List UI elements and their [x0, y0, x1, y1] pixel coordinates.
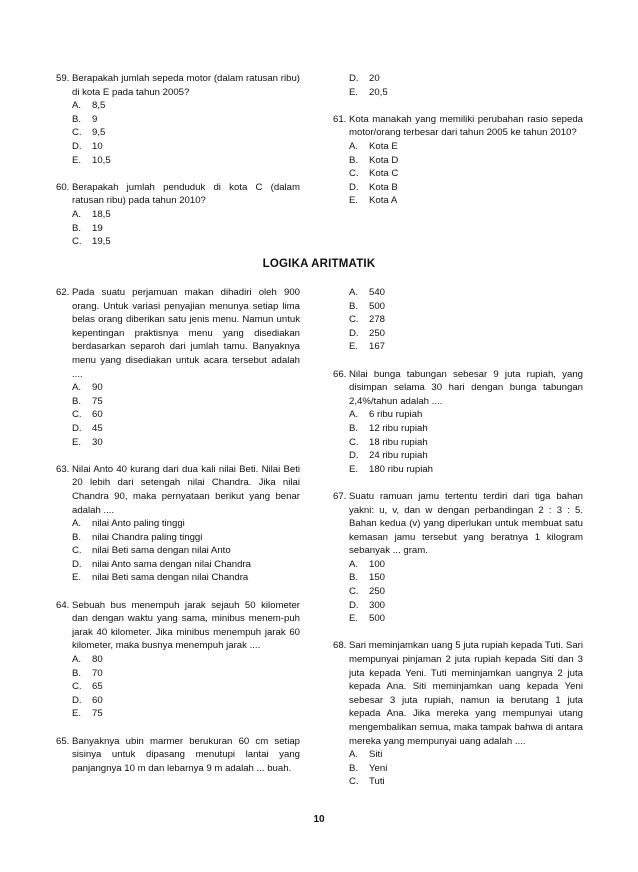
- option-text: nilai Beti sama dengan nilai Anto: [92, 545, 231, 557]
- option-letter: A.: [349, 287, 359, 298]
- option-letter: D.: [349, 599, 359, 611]
- spacer: [333, 476, 583, 490]
- option-text: Tuti: [369, 776, 385, 788]
- answer-option: [349, 313, 583, 327]
- option-letter: E.: [72, 572, 82, 584]
- option-letter: A.: [349, 409, 359, 421]
- option-text: 500: [369, 613, 386, 625]
- option-text: 100: [369, 558, 386, 570]
- answer-option: [72, 126, 300, 140]
- option-letter: E.: [349, 613, 359, 625]
- option-letter: E.: [72, 154, 82, 166]
- spacer: [333, 626, 583, 640]
- section-title: LOGIKA ARITMATIK: [262, 258, 376, 270]
- answer-options: [56, 653, 300, 721]
- option-letter: C.: [72, 545, 82, 557]
- option-text: 75: [92, 708, 103, 720]
- page-number: 10: [313, 814, 325, 825]
- option-letter: E.: [72, 708, 82, 720]
- option-text: 180 ribu rupiah: [369, 463, 434, 475]
- option-text: nilai Beti sama dengan nilai Chandra: [92, 572, 249, 584]
- top-left-column: [56, 72, 300, 249]
- option-text: 45: [92, 422, 103, 434]
- option-text: nilai Anto paling tinggi: [92, 518, 185, 530]
- option-letter: B.: [72, 222, 82, 234]
- answer-option: [72, 99, 300, 113]
- question-number: 60.: [56, 181, 70, 193]
- option-text: 18,5: [92, 208, 111, 220]
- answer-option: [72, 707, 300, 721]
- option-text: 9: [92, 113, 98, 125]
- option-letter: A.: [72, 382, 82, 394]
- option-letter: B.: [349, 762, 359, 774]
- answer-option: [72, 694, 300, 708]
- question-text: Nilai Anto 40 kurang dari dua kali nilai Beti. Nilai Beti 20 lebih dari setengah nilai Chandra. Jika nilai Chandra 90, maka pernyataan berikut yang benar adalah ....: [72, 463, 300, 516]
- option-text: 250: [369, 327, 386, 339]
- question-64: [56, 599, 300, 653]
- answer-option: [349, 558, 583, 572]
- option-letter: E.: [349, 86, 359, 98]
- spacer: [56, 167, 300, 181]
- option-text: 12 ribu rupiah: [369, 422, 428, 434]
- answer-option: [349, 300, 583, 314]
- option-text: Siti: [369, 749, 383, 761]
- option-text: Kota A: [369, 195, 398, 207]
- option-text: Kota E: [369, 140, 398, 152]
- option-letter: C.: [349, 586, 359, 598]
- option-text: 300: [369, 599, 386, 611]
- answer-option: [349, 194, 583, 208]
- option-letter: B.: [72, 667, 82, 679]
- option-letter: D.: [72, 140, 82, 152]
- option-text: 70: [92, 667, 103, 679]
- option-letter: E.: [349, 463, 359, 475]
- option-text: Kota C: [369, 168, 399, 180]
- question-66: [333, 368, 583, 409]
- option-text: 80: [92, 654, 103, 666]
- question-65: [56, 735, 300, 776]
- option-letter: C.: [349, 168, 359, 180]
- answer-option: [72, 558, 300, 572]
- option-text: 60: [92, 409, 103, 421]
- option-text: nilai Anto sama dengan nilai Chandra: [92, 558, 251, 570]
- answer-option: [349, 340, 583, 354]
- continued-options: [333, 286, 583, 354]
- answer-option: [72, 544, 300, 558]
- option-letter: A.: [72, 654, 82, 666]
- answer-options: [333, 408, 583, 476]
- answer-option: [72, 653, 300, 667]
- answer-options: [333, 140, 583, 208]
- question-text: Berapakah jumlah sepeda motor (dalam ratusan ribu) di kota E pada tahun 2005?: [72, 73, 300, 98]
- option-letter: A.: [349, 749, 359, 761]
- answer-option: [349, 449, 583, 463]
- option-letter: C.: [72, 681, 82, 693]
- bottom-right-column: [333, 286, 583, 789]
- answer-option: [72, 667, 300, 681]
- option-text: 8,5: [92, 100, 106, 112]
- answer-option: [349, 181, 583, 195]
- answer-option: [349, 612, 583, 626]
- option-letter: A.: [349, 558, 359, 570]
- continued-options: [333, 72, 583, 99]
- answer-option: [72, 408, 300, 422]
- answer-option: [72, 113, 300, 127]
- option-letter: D.: [349, 450, 359, 462]
- option-letter: B.: [349, 572, 359, 584]
- option-letter: D.: [349, 73, 359, 84]
- question-68: [333, 639, 583, 748]
- question-60: [56, 181, 300, 208]
- answer-option: [72, 517, 300, 531]
- answer-option: [72, 422, 300, 436]
- option-letter: E.: [349, 341, 359, 353]
- answer-option: [72, 531, 300, 545]
- question-number: 68.: [333, 640, 347, 652]
- option-text: 10: [92, 140, 103, 152]
- option-text: 278: [369, 314, 386, 326]
- option-letter: B.: [72, 531, 82, 543]
- question-62: [56, 286, 300, 381]
- answer-option: [349, 762, 583, 776]
- option-letter: D.: [72, 694, 82, 706]
- option-letter: B.: [72, 395, 82, 407]
- spacer: [333, 99, 583, 113]
- option-letter: C.: [349, 776, 359, 788]
- answer-options: [56, 517, 300, 585]
- question-number: 66.: [333, 368, 347, 380]
- option-letter: D.: [72, 422, 82, 434]
- option-letter: D.: [349, 181, 359, 193]
- answer-option: [72, 140, 300, 154]
- question-number: 63.: [56, 463, 70, 475]
- question-text: Suatu ramuan jamu tertentu terdiri dari tiga bahan yakni: u, v, dan w dengan perbandingan 2 : 3 : 5. Bahan kedua (v) yang diperlukan untuk membuat satu kemasan jamu tersebut yang beratnya 1 kilogram sebanyak ... gram.: [349, 490, 583, 557]
- question-number: 64.: [56, 599, 70, 611]
- option-text: 90: [92, 382, 103, 394]
- answer-option: [72, 680, 300, 694]
- answer-option: [349, 436, 583, 450]
- option-text: 500: [369, 300, 386, 312]
- answer-option: [349, 585, 583, 599]
- answer-option: [349, 72, 583, 86]
- option-text: Yeni: [369, 762, 388, 774]
- option-text: 19,5: [92, 236, 111, 248]
- answer-option: [72, 222, 300, 236]
- answer-option: [349, 775, 583, 789]
- answer-option: [72, 235, 300, 249]
- option-text: 6 ribu rupiah: [369, 409, 423, 421]
- option-text: 19: [92, 222, 103, 234]
- spacer: [333, 354, 583, 368]
- answer-options: [56, 99, 300, 167]
- answer-option: [72, 395, 300, 409]
- answer-option: [72, 571, 300, 585]
- option-text: 75: [92, 395, 103, 407]
- option-text: 18 ribu rupiah: [369, 436, 428, 448]
- option-letter: C.: [349, 314, 359, 326]
- answer-option: [349, 86, 583, 100]
- answer-options: [56, 381, 300, 449]
- question-text: Banyaknya ubin marmer berukuran 60 cm setiap sisinya untuk dipasang menutupi lantai yang panjangnya 10 m dan lebarnya 9 m adalah ... buah.: [72, 735, 300, 774]
- option-text: 540: [369, 287, 386, 298]
- option-letter: C.: [72, 236, 82, 248]
- option-letter: C.: [72, 127, 82, 139]
- question-number: 67.: [333, 490, 347, 502]
- option-letter: D.: [349, 327, 359, 339]
- option-letter: C.: [349, 436, 359, 448]
- answer-options: [333, 748, 583, 789]
- answer-option: [349, 327, 583, 341]
- spacer: [56, 721, 300, 735]
- option-text: 9,5: [92, 127, 106, 139]
- answer-options: [333, 558, 583, 626]
- answer-option: [349, 463, 583, 477]
- answer-option: [349, 408, 583, 422]
- question-text: Berapakah jumlah penduduk di kota C (dalam ratusan ribu) pada tahun 2010?: [72, 181, 300, 207]
- answer-option: [349, 140, 583, 154]
- option-text: 10,5: [92, 154, 111, 166]
- option-letter: B.: [349, 422, 359, 434]
- option-text: 250: [369, 586, 386, 598]
- question-59: [56, 72, 300, 99]
- option-letter: B.: [72, 113, 82, 125]
- option-text: 20: [369, 73, 380, 84]
- option-letter: C.: [72, 409, 82, 421]
- question-number: 65.: [56, 735, 70, 747]
- answer-option: [72, 154, 300, 168]
- option-letter: A.: [72, 208, 82, 220]
- question-61: [333, 113, 583, 140]
- answer-option: [349, 599, 583, 613]
- spacer: [56, 449, 300, 463]
- option-letter: D.: [72, 558, 82, 570]
- answer-option: [72, 381, 300, 395]
- option-text: 20,5: [369, 86, 388, 98]
- answer-option: [72, 436, 300, 450]
- option-letter: A.: [72, 518, 82, 530]
- option-text: nilai Chandra paling tinggi: [92, 531, 203, 543]
- bottom-left-column: [56, 286, 300, 775]
- answer-option: [349, 154, 583, 168]
- question-number: 62.: [56, 287, 70, 298]
- option-text: 24 ribu rupiah: [369, 450, 428, 462]
- option-letter: A.: [349, 140, 359, 152]
- question-number: 59.: [56, 73, 70, 84]
- option-letter: A.: [72, 100, 82, 112]
- option-text: Kota D: [369, 154, 399, 166]
- option-text: 60: [92, 694, 103, 706]
- spacer: [56, 585, 300, 599]
- question-67: [333, 490, 583, 558]
- question-text: Pada suatu perjamuan makan dihadiri oleh 900 orang. Untuk variasi penyajian menunya setiap lima belas orang diberikan satu jenis menu. Namun untuk kepentingan praktisnya menu yang disediakan berdasarkan separoh dari jumlah tamu. Banyaknya menu yang disediakan untuk acara tersebut adalah ....: [72, 287, 300, 380]
- option-text: Kota B: [369, 181, 398, 193]
- question-text: Kota manakah yang memiliki perubahan rasio sepeda motor/orang terbesar dari tahun 2005 ke tahun 2010?: [349, 113, 583, 139]
- question-63: [56, 463, 300, 517]
- option-letter: B.: [349, 154, 359, 166]
- option-text: 167: [369, 341, 386, 353]
- question-number: 61.: [333, 113, 347, 125]
- answer-option: [349, 748, 583, 762]
- question-text: Nilai bunga tabungan sebesar 9 juta rupiah, yang disimpan selama 30 hari dengan bunga tabungan 2,4%/tahun adalah ....: [349, 368, 583, 407]
- answer-option: [349, 286, 583, 300]
- answer-option: [349, 422, 583, 436]
- option-text: 150: [369, 572, 386, 584]
- answer-option: [349, 571, 583, 585]
- option-letter: E.: [72, 436, 82, 448]
- option-text: 30: [92, 436, 103, 448]
- question-text: Sari meminjamkan uang 5 juta rupiah kepada Tuti. Sari mempunyai pinjaman 2 juta rupiah kepada Siti dan 3 juta kepada Yeni. Tuti meminjamkan uangnya 2 juta kepada Ana. Siti meminjamkan uang kepada Yeni sebesar 3 juta rupiah, namun ia berutang 1 juta kepada Ana. Jika mereka yang mempunyai utang mengembalikan semua, maka tampak bahwa di antara mereka yang mempunyai uang adalah ....: [349, 640, 583, 747]
- option-letter: E.: [349, 195, 359, 207]
- option-letter: B.: [349, 300, 359, 312]
- answer-option: [349, 167, 583, 181]
- top-right-column: [333, 72, 583, 208]
- answer-options: [56, 208, 300, 249]
- option-text: 65: [92, 681, 103, 693]
- answer-option: [72, 208, 300, 222]
- question-text: Sebuah bus menempuh jarak sejauh 50 kilometer dan dengan waktu yang sama, minibus menem-puh jarak 40 kilometer. Jika minibus menempuh jarak 60 kilometer, maka busnya menempuh jarak ....: [72, 599, 300, 652]
